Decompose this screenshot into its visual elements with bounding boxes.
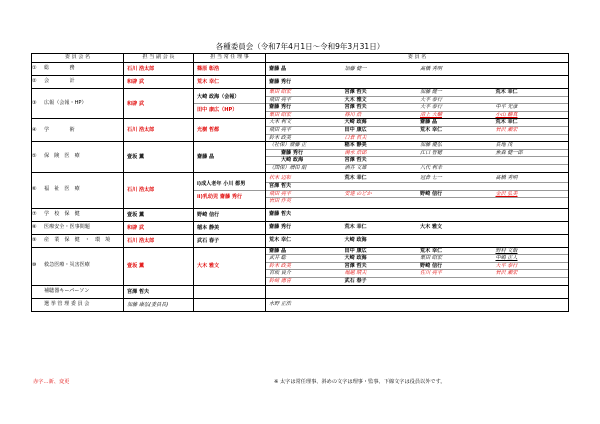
committee-number: ⑤	[32, 153, 37, 160]
member-name	[493, 165, 569, 172]
member-name	[493, 66, 569, 73]
member-name: 齋藤 秀行	[269, 224, 292, 231]
member-name: 中平 光彦	[493, 104, 569, 112]
committee-number: ④	[32, 126, 37, 133]
member-name: 荒木 幸仁	[417, 127, 493, 135]
member-name: 田中 康広	[342, 248, 418, 256]
committee-name-cell	[32, 119, 124, 142]
members-cell	[266, 76, 569, 89]
member-name	[417, 157, 493, 165]
member-name	[417, 278, 493, 285]
member-name	[417, 301, 493, 308]
standing-director-name: 大崎 政海（会報）	[194, 91, 265, 104]
member-name: 清上 大輔	[420, 111, 442, 118]
member-name	[493, 157, 569, 165]
member-name: 宮澤 哲夫	[266, 183, 342, 191]
table-header-row	[32, 54, 569, 63]
member-name	[417, 211, 493, 218]
committee-name: 選 挙 管 理 委 員 会	[44, 300, 90, 307]
vice-president-cell	[124, 119, 194, 142]
member-name: 齋藤 秀行	[266, 104, 342, 112]
member-name: 野崎 信行	[417, 263, 493, 271]
member-name	[342, 79, 418, 86]
members-cell	[266, 89, 569, 119]
standing-director-cell	[194, 247, 266, 285]
vice-president-name: 石川 浩太郎	[127, 66, 155, 72]
member-name: 齋藤 秀行	[269, 78, 292, 85]
member-name: 口倉 哲夫	[344, 134, 367, 141]
committee-number: ③	[32, 100, 37, 107]
member-name: 荒木 幸仁	[344, 224, 367, 231]
member-name: 大木 雅文	[342, 97, 418, 105]
vice-president-name: 加藤 康弘(委員長)	[127, 301, 169, 308]
table-body	[32, 63, 569, 312]
members-cell	[266, 63, 569, 76]
vice-president-name: 和辟 武	[127, 100, 145, 107]
committee-number: ⑦	[32, 210, 37, 217]
committee-number: ①	[32, 65, 37, 72]
vice-president-name: 和辟 武	[127, 79, 145, 85]
standing-director-name: ii)乳幼児 齋藤 秀行	[197, 193, 243, 200]
committee-name: 会 計	[44, 78, 75, 85]
member-name	[493, 288, 569, 295]
committee-name-cell	[32, 89, 124, 119]
member-name: 酒井 文雄	[344, 164, 367, 171]
committee-name: 広報（会報・HP）	[44, 100, 87, 107]
member-name	[417, 79, 493, 86]
member-name: 野村 文飯	[493, 248, 569, 256]
vice-president-cell	[124, 247, 194, 285]
member-name: 荒木 幸仁	[417, 248, 493, 256]
standing-director-name: 大木 雅文	[197, 263, 220, 270]
vice-president-cell	[124, 208, 194, 221]
member-name	[342, 211, 418, 218]
member-name: 鈴木 政美	[266, 263, 342, 271]
committee-name: 福 祉 医 療	[44, 186, 80, 193]
member-name	[342, 288, 418, 295]
standing-director-name: i)成人老年 小川 都男	[194, 178, 265, 191]
legend-note-red: 赤字…新、変更	[33, 379, 70, 385]
member-name: 荒木 幸仁	[269, 237, 292, 244]
member-name: 岩沢 瀬宏	[493, 270, 569, 278]
member-name: 宮坂 良介	[266, 270, 342, 278]
committee-number: ⑥	[32, 186, 37, 193]
committee-number: ②	[32, 78, 37, 85]
member-name: 髙橋 秀明	[493, 175, 569, 183]
standing-director-cell	[194, 298, 266, 311]
committee-name: 保 険 医 療	[44, 153, 80, 160]
committee-name: 学 校 保 健	[44, 210, 80, 217]
committee-table	[31, 53, 569, 312]
committee-name-cell	[32, 285, 124, 298]
table-row	[32, 142, 569, 172]
committee-name-cell	[32, 172, 124, 208]
vice-president-name: 宮澤 哲夫	[127, 288, 150, 295]
standing-director-cell	[194, 285, 266, 298]
member-name	[493, 301, 569, 308]
member-name: 冠倉 七一	[417, 175, 493, 183]
table-row	[32, 89, 569, 119]
member-name: 大崎 政海	[342, 255, 418, 263]
member-name: 大崎 政海	[266, 157, 342, 165]
member-name	[493, 237, 569, 244]
header-members: 委 員 名	[266, 54, 569, 63]
members-cell	[266, 208, 569, 221]
table-row	[32, 221, 569, 234]
header-vice-president: 担 当 副 会 長	[124, 54, 194, 63]
table-row	[32, 247, 569, 285]
member-name	[493, 278, 569, 285]
member-name: 湯水 浩郎	[342, 150, 418, 158]
page-title: 各種委員会（令和7年4月1日～令和9年3月31日）	[215, 42, 385, 51]
committee-name: 医療安全・医事問題	[44, 223, 90, 230]
member-name: 大崎 政海	[342, 119, 418, 127]
member-name: 髙橋 秀明	[420, 65, 442, 72]
member-name: 大木 雅文	[420, 224, 443, 231]
standing-director-cell	[194, 172, 266, 208]
vice-president-cell	[124, 172, 194, 208]
member-name: 武石 春子	[344, 277, 367, 284]
table-row	[32, 285, 569, 298]
member-name	[266, 288, 342, 295]
member-name: 大平 泰行	[417, 97, 493, 105]
committee-name-cell	[32, 247, 124, 285]
members-cell	[266, 234, 569, 247]
vice-president-name: 和辟 武	[127, 224, 145, 231]
members-cell	[266, 247, 569, 285]
vice-president-name: 石川 浩太郎	[127, 127, 155, 134]
member-name: 栗田 昭宏	[266, 89, 342, 97]
member-name: 小山 輔真	[495, 111, 518, 118]
vice-president-name: 石川 浩太郎	[127, 237, 155, 244]
committee-name-cell	[32, 63, 124, 76]
committee-name-cell	[32, 208, 124, 221]
standing-director-name: 齋藤 晶	[197, 153, 215, 160]
member-name: 野崎 信行	[417, 191, 493, 199]
member-name: 齋藤 晶	[417, 119, 493, 127]
standing-director-cell	[194, 142, 266, 172]
member-name: （国保）増田 絹	[269, 164, 307, 171]
member-name: （社保）齋藤 正	[266, 142, 342, 150]
member-name: 田中 康広	[342, 127, 418, 135]
vice-president-cell	[124, 221, 194, 234]
vice-president-cell	[124, 298, 194, 311]
vice-president-name: 壹坂 薫	[127, 211, 145, 218]
member-name: 水野 正浩	[269, 301, 291, 308]
member-name: 鈴﨑 德喜	[269, 277, 291, 284]
member-name: 状木 辺彰	[266, 175, 342, 183]
standing-director-cell	[194, 208, 266, 221]
member-name	[493, 198, 569, 205]
vice-president-name: 壹坂 薫	[127, 153, 145, 160]
member-name: 中嶋 正人	[493, 255, 569, 263]
committee-number: ⑩	[32, 262, 37, 269]
members-cell	[266, 172, 569, 208]
committee-name-cell	[32, 76, 124, 89]
committee-number: ⑧	[32, 223, 37, 230]
member-name	[417, 198, 493, 205]
member-name: 栗田 昭宏	[417, 255, 493, 263]
member-name: 齋藤 晶	[269, 65, 287, 72]
table-row	[32, 208, 569, 221]
member-name: 長地 茂	[493, 142, 569, 150]
member-name: 荒木 幸仁	[493, 89, 569, 97]
member-name	[342, 198, 418, 205]
standing-director-name: 武石 春子	[197, 237, 220, 244]
member-name: 佐川 亮平	[417, 270, 493, 278]
vice-president-cell	[124, 76, 194, 89]
vice-president-name: 壹坂 薫	[127, 263, 145, 270]
standing-director-name: 光樹 哲都	[197, 127, 220, 134]
member-name: 岩田 作英	[269, 198, 291, 205]
member-name: 荒木 幸仁	[342, 175, 418, 183]
member-name: 武井 聡	[266, 255, 342, 263]
committee-name-cell	[32, 298, 124, 311]
committee-name: 学 術	[44, 126, 75, 133]
header-standing-director: 担 当 常 任 理 事	[194, 54, 266, 63]
standing-director-cell	[194, 119, 266, 142]
member-name: 飛田 亮平	[266, 191, 342, 199]
vice-president-cell	[124, 142, 194, 172]
members-cell	[266, 221, 569, 234]
member-name: 宮澤 哲夫	[342, 89, 418, 97]
member-name: 大平 泰行	[493, 263, 569, 271]
committee-name-cell	[32, 142, 124, 172]
member-name	[493, 79, 569, 86]
member-name: 鈴木 政美	[269, 134, 291, 141]
vice-president-cell	[124, 234, 194, 247]
member-name: 齋藤 秀行	[266, 150, 342, 158]
member-name: 江口 智穂	[417, 150, 493, 158]
member-name: 齋藤 哲夫	[269, 211, 292, 218]
member-name: 金沢 弘美	[493, 191, 569, 199]
committee-name: 補聴器キーパーソン	[44, 287, 90, 294]
member-name: 宮澤 哲夫	[342, 157, 418, 165]
table-row	[32, 119, 569, 142]
committee-number: ⑨	[32, 236, 37, 243]
member-name: 稲本 静美	[342, 142, 418, 150]
vice-president-cell	[124, 63, 194, 76]
member-name: 宮澤 哲夫	[342, 104, 418, 112]
member-name: 安達 のどか	[342, 191, 418, 199]
table-row	[32, 63, 569, 76]
member-name: 大木 利文	[266, 119, 342, 127]
vice-president-name: 石川 浩太郎	[127, 187, 155, 194]
member-name: 栗田 昭宏	[269, 111, 291, 118]
member-name: 魚森 健一郎	[493, 150, 569, 158]
standing-director-cell	[194, 89, 266, 119]
member-name	[417, 288, 493, 295]
members-cell	[266, 298, 569, 311]
standing-director-cell	[194, 63, 266, 76]
member-name: 大崎 政海	[344, 237, 367, 244]
vice-president-cell	[124, 89, 194, 119]
committee-name-cell	[32, 234, 124, 247]
committee-name-cell	[32, 221, 124, 234]
member-name: 大平 泰行	[417, 104, 493, 112]
members-cell	[266, 119, 569, 142]
committee-name: 総 務	[44, 65, 75, 72]
member-name: 加藤 健一	[344, 65, 367, 72]
member-name: 八代 利幸	[420, 164, 442, 171]
members-cell	[266, 285, 569, 298]
standing-director-name: 野崎 信行	[197, 211, 220, 218]
member-name: 齋藤 晶	[266, 248, 342, 256]
member-name: 宮澤 哲夫	[342, 263, 418, 271]
members-cell	[266, 142, 569, 172]
member-name: 飛田 亮平	[266, 97, 342, 105]
member-name: 岩沢 瀬宏	[493, 127, 569, 135]
member-name	[417, 135, 493, 142]
member-name	[493, 224, 569, 231]
legend-note-style: ※ 太字は常任理事、斜めの文字は理事・監事、下線文字は役員以外です。	[274, 379, 446, 385]
standing-director-cell	[194, 221, 266, 234]
header-committee-name: 委 員 会 名	[32, 54, 124, 63]
table-row	[32, 298, 569, 311]
member-name	[342, 183, 418, 191]
member-name	[493, 183, 569, 191]
member-name	[417, 183, 493, 191]
member-name: 加藤 健一	[417, 89, 493, 97]
member-name: 堀越 晴夫	[342, 270, 418, 278]
table-row	[32, 172, 569, 208]
member-name	[493, 211, 569, 218]
committee-name: 救急医療・災害医療	[44, 262, 90, 269]
member-name: 篠川 浩	[344, 111, 362, 118]
standing-director-cell	[194, 234, 266, 247]
member-name	[417, 237, 493, 244]
standing-director-name: 篠原 彰浩	[197, 66, 220, 72]
committee-name: 産 業 保 健 ・ 環 境	[44, 236, 111, 243]
member-name	[493, 135, 569, 142]
standing-director-cell	[194, 76, 266, 89]
member-name: 加藤 優弘	[417, 142, 493, 150]
standing-director-name: 稲本 静美	[197, 224, 220, 231]
table-row	[32, 76, 569, 89]
standing-director-name: 田中 康広（HP）	[197, 107, 238, 114]
member-name	[342, 301, 418, 308]
table-row	[32, 234, 569, 247]
member-name: 飛田 亮平	[266, 127, 342, 135]
vice-president-cell	[124, 285, 194, 298]
member-name: 荒木 幸仁	[493, 119, 569, 127]
standing-director-name: 荒木 幸仁	[197, 79, 220, 85]
